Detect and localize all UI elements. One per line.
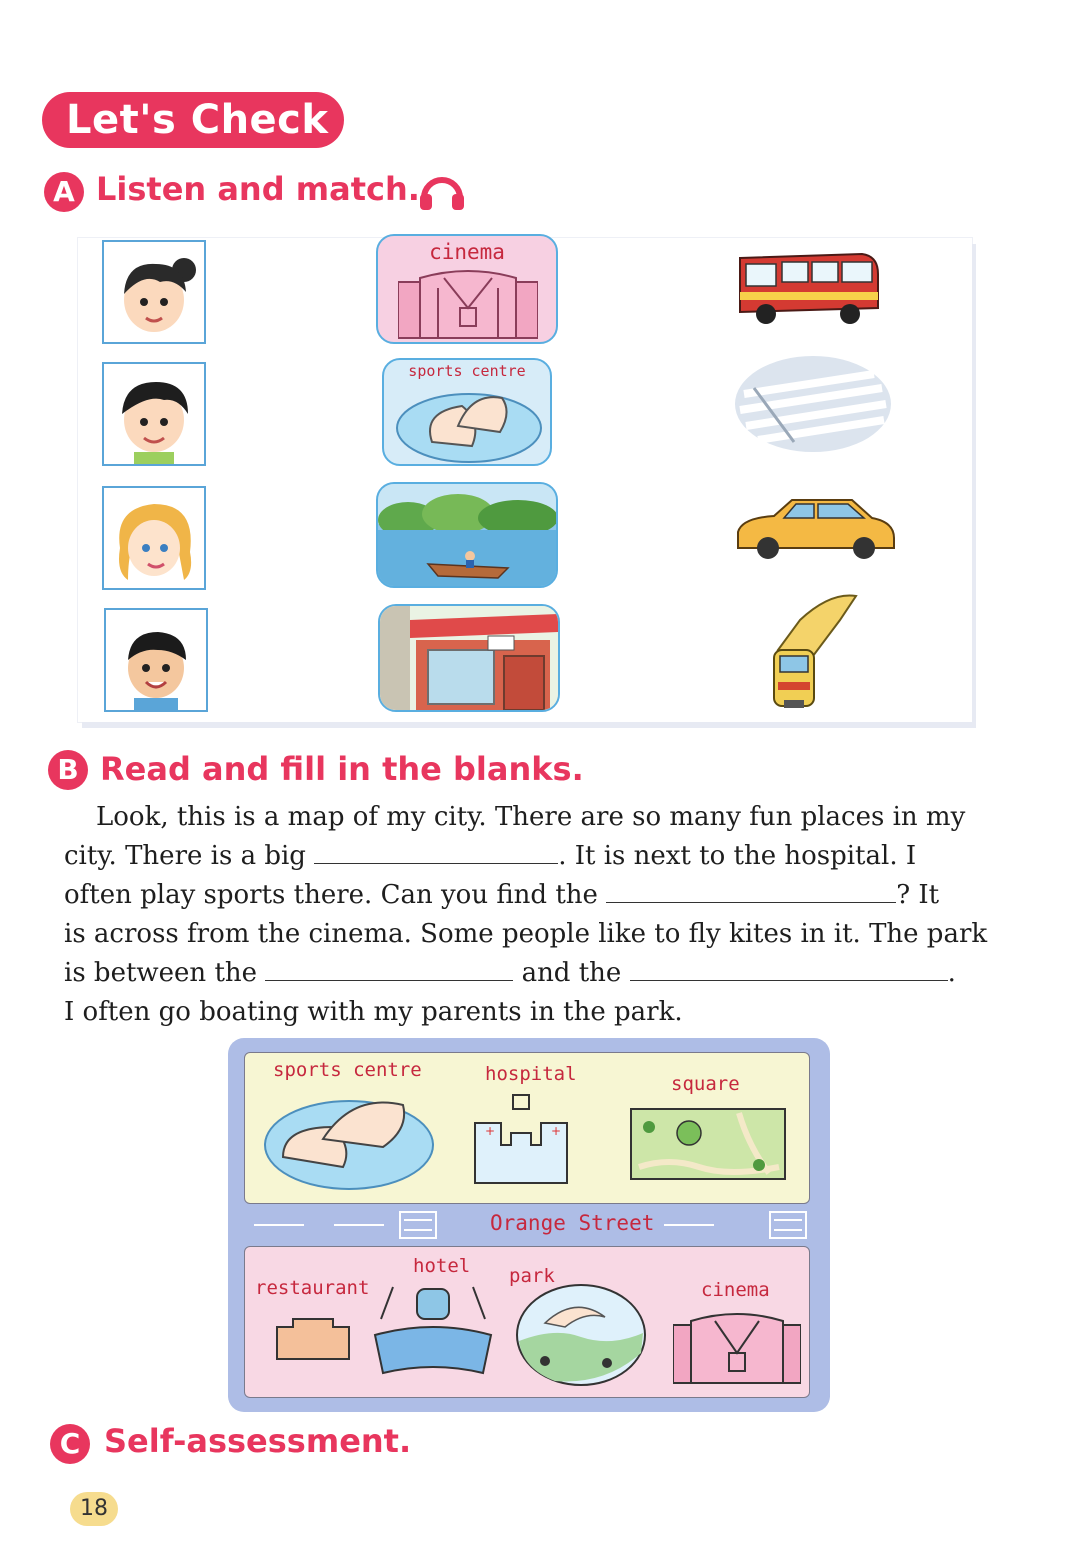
crosswalk-icon[interactable]	[734, 354, 892, 458]
map-restaurant-icon	[275, 1317, 351, 1361]
section-a-badge: A	[44, 172, 84, 212]
child-face-2[interactable]	[102, 362, 206, 466]
passage-line-5c: .	[947, 958, 956, 988]
map-label-square: square	[671, 1073, 740, 1095]
reading-passage	[64, 798, 988, 1032]
map-sports-centre-icon	[263, 1087, 437, 1191]
section-b-heading: Read and fill in the blanks.	[100, 750, 584, 788]
svg-text:+: +	[485, 1124, 496, 1138]
map-label-cinema: cinema	[701, 1279, 770, 1301]
park-lake-card[interactable]	[376, 482, 558, 588]
train-icon[interactable]	[770, 590, 860, 718]
map-label-hotel: hotel	[413, 1255, 471, 1277]
blank-1[interactable]	[314, 841, 558, 864]
boy-2-icon	[106, 610, 206, 710]
section-c-heading: Self-assessment.	[104, 1422, 412, 1460]
passage-line-2b: . It is next to the hospital. I	[558, 841, 917, 871]
map-bottom-block	[244, 1246, 810, 1398]
section-a-heading: Listen and match.	[96, 170, 420, 208]
girl-ponytail-icon	[104, 242, 204, 342]
passage-line-6: I often go boating with my parents in the park.	[64, 997, 683, 1027]
passage-line-3b: ? It	[896, 880, 940, 910]
cinema-label: cinema	[429, 240, 505, 264]
toy-shop-building-icon	[380, 606, 558, 710]
passage-line-2a: city. There is a big	[64, 841, 306, 871]
map-square-icon	[629, 1107, 787, 1181]
sports-centre-building-icon	[392, 382, 546, 464]
passage-line-5b: and the	[521, 958, 622, 988]
map-park-icon	[515, 1277, 649, 1387]
section-b-badge: B	[48, 750, 88, 790]
passage-line-3a: often play sports there. Can you find the	[64, 880, 598, 910]
map-hotel-icon	[373, 1285, 493, 1377]
cinema-card[interactable]	[376, 234, 558, 344]
map-top-block	[244, 1052, 810, 1204]
blank-3[interactable]	[265, 958, 513, 981]
page-title: Let's Check	[42, 92, 344, 148]
girl-curly-icon	[104, 488, 204, 588]
passage-line-1: Look, this is a map of my city. There are so many fun places in my	[96, 802, 966, 832]
park-boating-scene-icon	[378, 484, 556, 586]
headphones-icon	[418, 168, 466, 216]
toy-shop-card[interactable]	[378, 604, 560, 712]
orange-street-road	[244, 1210, 810, 1240]
passage-line-4: is across from the cinema. Some people like to fly kites in it. The park	[64, 919, 988, 949]
map-label-hospital: hospital	[485, 1063, 577, 1085]
city-map	[228, 1038, 830, 1412]
page-number: 18	[70, 1492, 118, 1526]
map-label-sports-centre: sports centre	[273, 1059, 422, 1081]
map-label-park: park	[509, 1265, 555, 1287]
blank-4[interactable]	[630, 958, 948, 981]
child-face-1[interactable]	[102, 240, 206, 344]
section-c-badge: C	[50, 1424, 90, 1464]
cinema-building-icon	[398, 268, 538, 340]
blank-2[interactable]	[606, 880, 896, 903]
child-face-3[interactable]	[102, 486, 206, 590]
map-cinema-icon	[673, 1309, 801, 1385]
map-hospital-icon	[471, 1093, 571, 1189]
sports-centre-card[interactable]	[382, 358, 552, 466]
boy-icon	[104, 364, 204, 464]
map-label-restaurant: restaurant	[255, 1277, 370, 1299]
sports-centre-label: sports centre	[408, 362, 526, 380]
car-icon[interactable]	[734, 492, 898, 566]
street-name: Orange Street	[490, 1211, 655, 1235]
child-face-4[interactable]	[104, 608, 208, 712]
svg-text:+: +	[551, 1124, 562, 1138]
passage-line-5a: is between the	[64, 958, 258, 988]
bus-icon[interactable]	[732, 244, 882, 332]
